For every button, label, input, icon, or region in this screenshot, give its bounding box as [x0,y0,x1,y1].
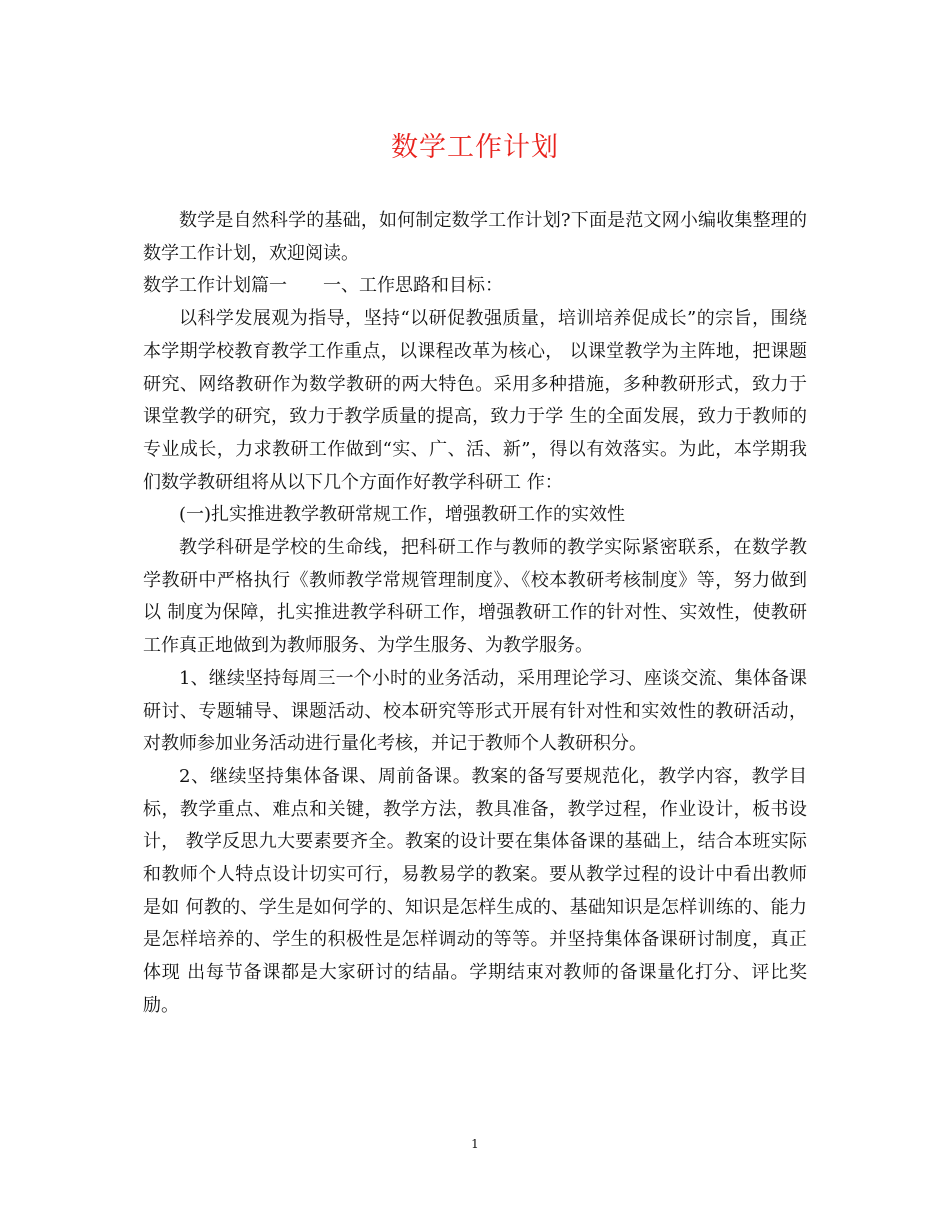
subsection-heading: (一)扎实推进教学教研常规工作，增强教研工作的实效性 [179,504,626,526]
document-title: 数学工作计划 [391,132,559,163]
page-number: 1 [471,1137,479,1151]
intro-paragraph: 数学是自然科学的基础，如何制定数学工作计划?下面是范文网小编收集整理的数学工作计划，欢迎阅读。 [143,210,807,264]
guideline-paragraph: 以科学发展观为指导，坚持“以研促教强质量，培训培养促成长”的宗旨，围绕本学期学校教育教学工作重点，以课程改革为核心， 以课堂教学为主阵地，把课题研究、网络教研作为数学教研的两大特色。采用多种措施，多种教研形式，致力于课堂教学的研究，致力于教学质量的提高，致力于学 生的全面发展，致力于教师的专业成长，力求教研工作做到“实、广、活、新”，得以有效落实。为此，本学期我们数学教研组将从以下几个方面作好教学科研工 作： [143,308,807,493]
document-body [143,205,807,1023]
research-paragraph: 教学科研是学校的生命线，把科研工作与教师的教学实际紧密联系，在数学教学教研中严格执行《教师教学常规管理制度》、《校本教研考核制度》等，努力做到以 制度为保障，扎实推进教学科研工作，增强教研工作的针对性、实效性，使教研工作真正地做到为教师服务、为学生服务、为教学服务。 [143,537,807,657]
item-1-paragraph: 1、继续坚持每周三一个小时的业务活动，采用理论学习、座谈交流、集体备课研讨、专题辅导、课题活动、校本研究等形式开展有针对性和实效性的教研活动，对教师参加业务活动进行量化考核，并记于教师个人教研积分。 [143,667,807,755]
section-heading: 数学工作计划篇一 一、工作思路和目标： [143,275,503,297]
item-2-paragraph: 2、继续坚持集体备课、周前备课。教案的备写要规范化，教学内容，教学目标，教学重点、难点和关键，教学方法，教具准备，教学过程，作业设计，板书设计， 教学反思九大要素要齐全。教案的设计要在集体备课的基础上，结合本班实际和教师个人特点设计切实可行，易教易学的教案。要从教学过程的设计中看出教师是如 何教的、学生是如何学的、知识是怎样生成的、基础知识是怎样训练的、能力是怎样培养的、学生的积极性是怎样调动的等等。并坚持集体备课研讨制度，真正体现 出每节备课都是大家研讨的结晶。学期结束对教师的备课量化打分、评比奖励。 [143,765,807,1016]
